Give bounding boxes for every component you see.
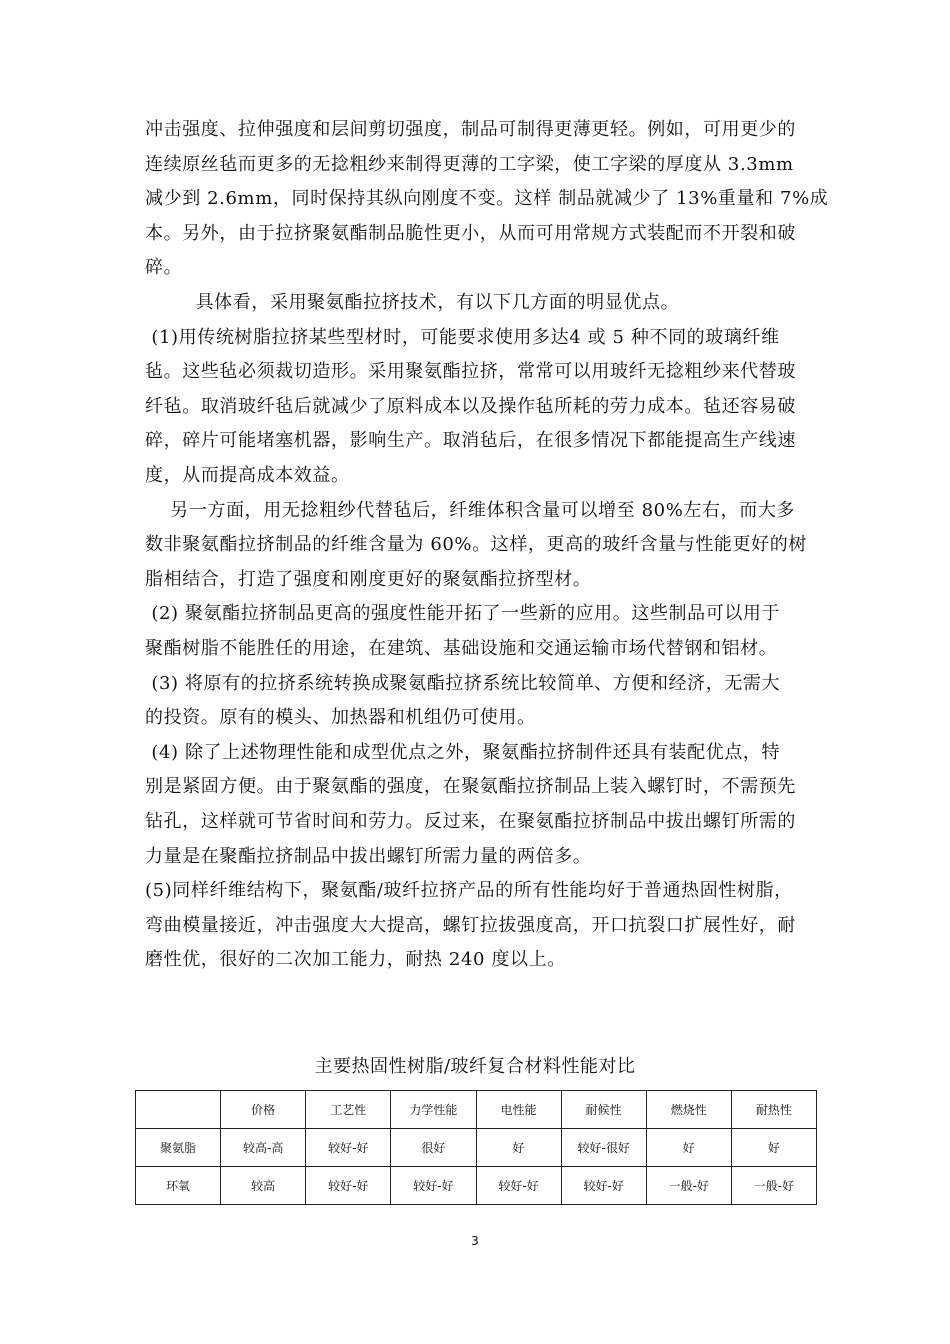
text-line: (4) 除了上述物理性能和成型优点之外，聚氨酯拉挤制件还具有装配优点，特 bbox=[145, 741, 781, 763]
text-line: 碎，碎片可能堵塞机器，影响生产。取消毡后，在很多情况下都能提高生产线速 bbox=[145, 430, 796, 452]
table-cell: 较好-好 bbox=[306, 1167, 391, 1205]
text-line: 脂相结合，打造了强度和刚度更好的聚氨酯拉挤型材。 bbox=[145, 568, 592, 590]
table-cell: 一般-好 bbox=[731, 1167, 816, 1205]
table-cell: 较好-好 bbox=[306, 1129, 391, 1167]
table-cell: 很好 bbox=[391, 1129, 476, 1167]
text-line: (5)同样纤维结构下，聚氨酯/玻纤拉挤产品的所有性能均好于普通热固性树脂， bbox=[145, 880, 793, 902]
table-header-row bbox=[136, 1091, 817, 1129]
table-cell: 较好-好 bbox=[391, 1167, 476, 1205]
text-line: 钻孔，这样就可节省时间和劳力。反过来，在聚氨酯拉挤制品中拔出螺钉所需的 bbox=[145, 811, 796, 832]
table-cell: 好 bbox=[476, 1129, 561, 1167]
text-line: 另一方面，用无捻粗纱代替毡后，纤维体积含量可以增至 80%左右，而大多 bbox=[145, 499, 796, 521]
table-cell: 较好-很好 bbox=[561, 1129, 646, 1167]
table-cell: 较好-好 bbox=[476, 1167, 561, 1205]
table-header-cell: 燃烧性 bbox=[646, 1091, 731, 1129]
table-row bbox=[136, 1167, 817, 1205]
text-line: 具体看，采用聚氨酯拉挤技术，有以下几方面的明显优点。 bbox=[145, 292, 680, 313]
text-line: (1)用传统树脂拉挤某些型材时，可能要求使用多达4 或 5 种不同的玻璃纤维 bbox=[145, 326, 780, 348]
table-cell: 较高-高 bbox=[221, 1129, 306, 1167]
text-line: 碎。 bbox=[145, 257, 183, 279]
text-line: 磨性优，很好的二次加工能力，耐热 240 度以上。 bbox=[145, 949, 566, 971]
table-row bbox=[136, 1129, 817, 1167]
text-line: 数非聚氨酯拉挤制品的纤维含量为 60%。这样，更高的玻纤含量与性能更好的树 bbox=[145, 534, 807, 556]
text-line: (3) 将原有的拉挤系统转换成聚氨酯拉挤系统比较简单、方便和经济，无需大 bbox=[145, 672, 781, 694]
table-cell: 好 bbox=[731, 1129, 816, 1167]
table-cell: 好 bbox=[646, 1129, 731, 1167]
table-cell: 一般-好 bbox=[646, 1167, 731, 1205]
text-line: 力量是在聚酯拉挤制品中拔出螺钉所需力量的两倍多。 bbox=[145, 845, 592, 867]
text-line: 度，从而提高成本效益。 bbox=[145, 465, 350, 486]
table-header-cell bbox=[136, 1091, 221, 1129]
table-caption: 主要热固性树脂/玻纤复合材料性能对比 bbox=[314, 1056, 636, 1077]
table-header-cell: 力学性能 bbox=[391, 1091, 476, 1129]
comparison-table bbox=[135, 1090, 817, 1205]
text-line: 减少到 2.6mm，同时保持其纵向刚度不变。这样 制品就减少了 13%重量和 7%成 bbox=[145, 188, 829, 210]
table-cell: 较高 bbox=[221, 1167, 306, 1205]
page-number: 3 bbox=[471, 1234, 479, 1248]
table-cell: 较好-好 bbox=[561, 1167, 646, 1205]
text-line: 本。另外，由于拉挤聚氨酯制品脆性更小，从而可用常规方式装配而不开裂和破 bbox=[145, 222, 796, 244]
table-header-cell: 耐候性 bbox=[561, 1091, 646, 1129]
text-line: 别是紧固方便。由于聚氨酯的强度，在聚氨酯拉挤制品上装入螺钉时，不需预先 bbox=[145, 776, 796, 798]
text-line: 毡。这些毡必须裁切造形。采用聚氨酯拉挤，常常可以用玻纤无捻粗纱来代替玻 bbox=[145, 361, 796, 383]
table-cell: 聚氨脂 bbox=[136, 1129, 221, 1167]
table-header-cell: 价格 bbox=[221, 1091, 306, 1129]
table-header-cell: 电性能 bbox=[476, 1091, 561, 1129]
text-line: 聚酯树脂不能胜任的用途，在建筑、基础设施和交通运输市场代替钢和铝材。 bbox=[145, 638, 778, 659]
table-header-cell: 工艺性 bbox=[306, 1091, 391, 1129]
text-line: 冲击强度、拉伸强度和层间剪切强度，制品可制得更薄更轻。例如，可用更少的 bbox=[145, 119, 796, 140]
text-line: (2) 聚氨酯拉挤制品更高的强度性能开拓了一些新的应用。这些制品可以用于 bbox=[145, 603, 781, 625]
text-line: 的投资。原有的模头、加热器和机组仍可使用。 bbox=[145, 707, 536, 729]
table-cell: 环氧 bbox=[136, 1167, 221, 1205]
text-line: 连续原丝毡而更多的无捻粗纱来制得更薄的工字梁，使工字梁的厚度从 3.3mm bbox=[145, 153, 794, 175]
text-line: 纤毡。取消玻纤毡后就减少了原料成本以及操作毡所耗的劳力成本。毡还容易破 bbox=[145, 395, 796, 417]
table-header-cell: 耐热性 bbox=[731, 1091, 816, 1129]
text-line: 弯曲模量接近，冲击强度大大提高，螺钉拉拔强度高，开口抗裂口扩展性好，耐 bbox=[145, 914, 796, 936]
